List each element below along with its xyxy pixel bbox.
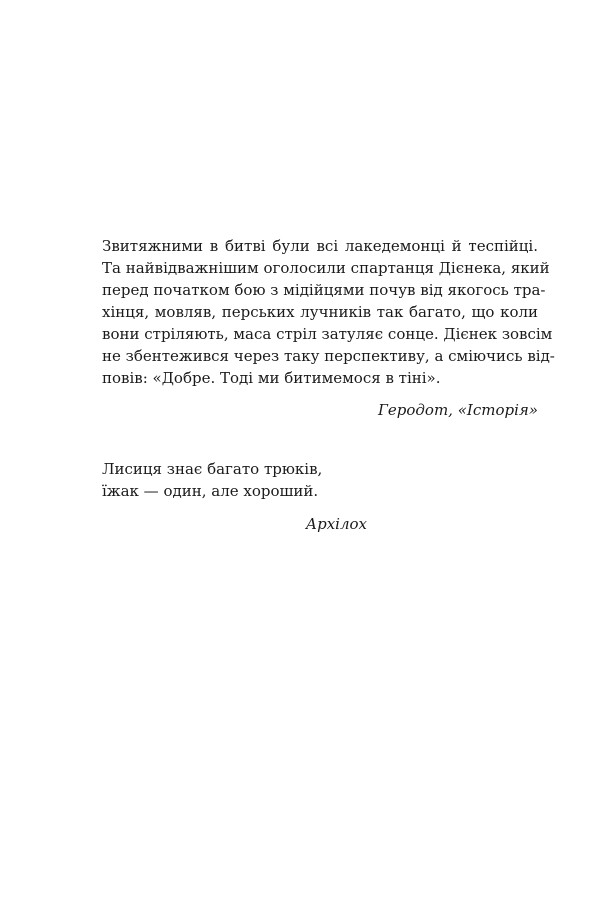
quote-line: Звитяжними в битві були всі лакедемонці й теспійці. xyxy=(102,237,538,255)
quote-line: перед початком бою з мідійцями почув від якогось тра- xyxy=(102,281,546,299)
epigraph-attribution: Архілох xyxy=(305,515,367,533)
epigraph-quote xyxy=(102,235,555,389)
epigraph-herodotus xyxy=(102,235,555,421)
quote-line: Та найвідважнішим оголосили спартанця Дієнека, який xyxy=(102,259,550,277)
epigraph-attribution: Геродот, «Історія» xyxy=(377,401,538,419)
quote-line: повів: «Добре. Тоді ми битимемося в тіні». xyxy=(102,369,441,387)
epigraph-quote xyxy=(102,458,538,502)
quote-line: не збентежився через таку перспективу, а сміючись від- xyxy=(102,347,555,365)
quote-line: хінця, мовляв, перських лучників так багато, що коли xyxy=(102,303,538,321)
quote-line: Лисиця знає багато трюків, xyxy=(102,460,323,478)
quote-line: їжак — один, але хороший. xyxy=(102,482,319,500)
epigraph-archilochus xyxy=(102,458,538,533)
quote-line: вони стріляють, маса стріл затуляє сонце. Дієнек зовсім xyxy=(102,325,553,343)
